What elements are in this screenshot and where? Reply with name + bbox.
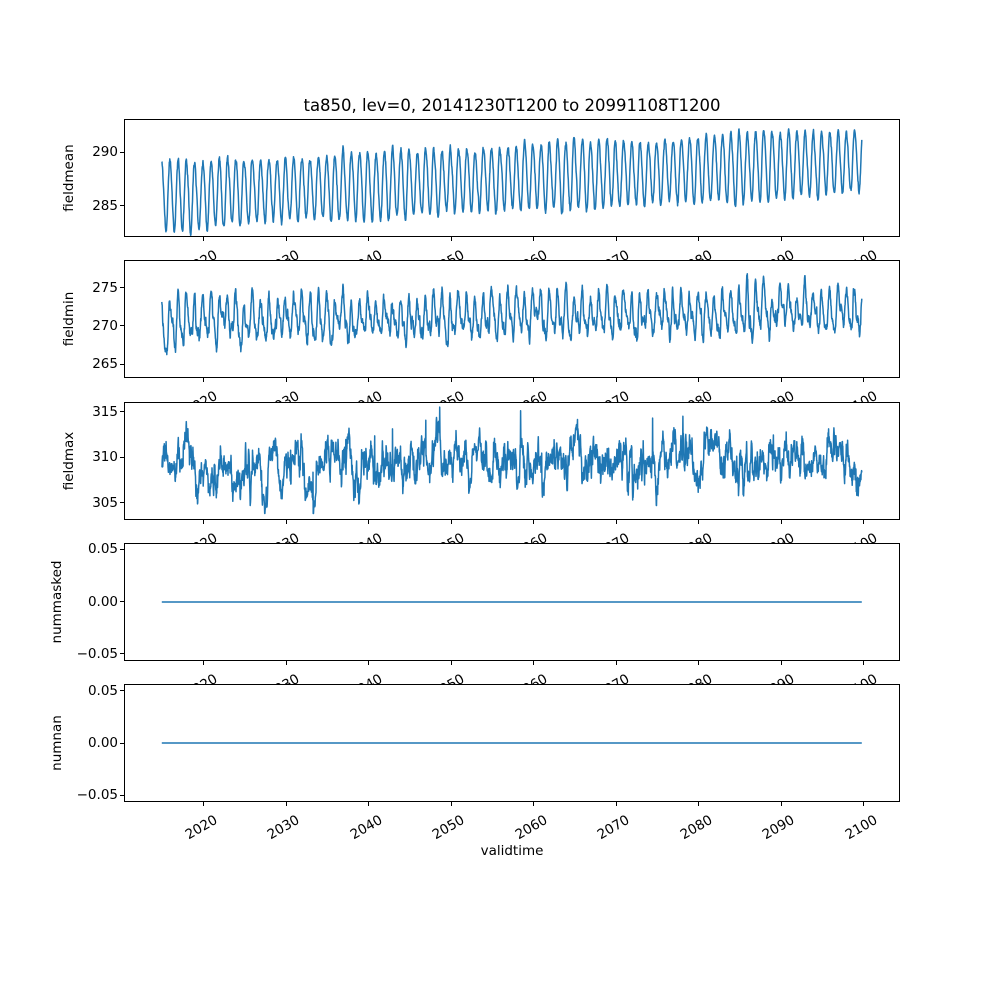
x-tick-mark [616,237,617,241]
x-tick-mark [616,378,617,382]
x-tick-mark [533,237,534,241]
y-tick-mark [120,152,124,153]
x-tick-label: 2030 [264,812,303,844]
x-tick-mark [451,661,452,665]
x-tick-mark [451,802,452,806]
x-tick-mark [451,237,452,241]
x-tick-mark [781,237,782,241]
x-tick-mark [533,378,534,382]
y-tick-label: 0.05 [87,682,118,699]
x-tick-mark [203,802,204,806]
x-tick-mark [203,237,204,241]
x-tick-label: 2080 [677,812,716,844]
x-tick-mark [451,378,452,382]
x-tick-mark [863,661,864,665]
x-tick-mark [863,237,864,241]
x-tick-mark [781,802,782,806]
x-tick-mark [368,802,369,806]
x-tick-mark [698,802,699,806]
y-tick-label: 305 [92,494,118,511]
x-tick-mark [781,378,782,382]
x-tick-label: 2020 [182,812,221,844]
subplot-numnan [124,684,900,802]
x-tick-mark [698,661,699,665]
ylabel-nummasked: nummasked [49,560,65,644]
x-tick-mark [286,520,287,524]
y-tick-mark [120,457,124,458]
x-tick-mark [863,802,864,806]
x-tick-mark [863,378,864,382]
x-tick-label: 2050 [429,812,468,844]
y-tick-mark [120,411,124,412]
x-tick-label: 2040 [347,812,386,844]
plot-area-fieldmax [125,403,899,519]
y-tick-label: −0.05 [76,787,118,804]
x-tick-mark [698,237,699,241]
x-axis-label: validtime [480,843,544,859]
x-tick-mark [203,378,204,382]
y-tick-mark [120,549,124,550]
x-tick-label: 2100 [842,812,881,844]
line-series-fieldmean [162,129,862,235]
y-tick-mark [120,653,124,654]
plot-area-fieldmean [125,120,899,236]
x-tick-mark [533,802,534,806]
x-tick-label: 2060 [512,812,551,844]
y-tick-label: 285 [92,197,118,214]
y-tick-label: −0.05 [76,645,118,662]
y-tick-mark [120,690,124,691]
y-tick-mark [120,795,124,796]
y-tick-label: 315 [92,403,118,420]
y-tick-label: 0.00 [87,735,118,751]
x-tick-mark [533,661,534,665]
y-tick-label: 310 [92,449,118,466]
plot-area-nummasked [125,544,899,660]
subplot-fieldmax [124,402,900,520]
ylabel-fieldmin: fieldmin [61,291,77,347]
plot-area-numnan [125,685,899,801]
y-tick-label: 265 [92,356,118,373]
x-tick-mark [368,237,369,241]
y-tick-label: 290 [92,144,118,161]
y-tick-label: 0.05 [87,541,118,558]
x-tick-mark [698,378,699,382]
subplot-nummasked [124,543,900,661]
x-tick-mark [616,661,617,665]
x-tick-mark [368,520,369,524]
line-series-fieldmax [162,407,862,513]
ylabel-fieldmax: fieldmax [61,431,77,490]
x-tick-mark [203,661,204,665]
y-tick-mark [120,287,124,288]
x-tick-mark [286,237,287,241]
ylabel-fieldmean: fieldmean [61,144,77,212]
y-tick-mark [120,364,124,365]
subplot-fieldmin [124,260,900,378]
x-tick-label: 2090 [759,812,798,844]
y-tick-label: 275 [92,279,118,296]
x-tick-mark [863,520,864,524]
subplot-fieldmean [124,119,900,237]
x-tick-mark [286,378,287,382]
x-tick-mark [368,378,369,382]
y-tick-label: 270 [92,317,118,334]
x-tick-mark [286,661,287,665]
plot-area-fieldmin [125,261,899,377]
y-tick-mark [120,205,124,206]
x-tick-mark [781,520,782,524]
x-tick-mark [781,661,782,665]
y-tick-label: 0.00 [87,593,118,610]
y-tick-mark [120,743,124,744]
figure-title: ta850, lev=0, 20141230T1200 to 20991108T1200 [303,96,721,115]
x-tick-mark [616,520,617,524]
x-tick-mark [203,520,204,524]
ylabel-numnan: numnan [49,715,65,771]
x-tick-mark [368,661,369,665]
x-tick-mark [286,802,287,806]
y-tick-mark [120,502,124,503]
y-tick-mark [120,601,124,602]
x-tick-mark [698,520,699,524]
x-tick-mark [616,802,617,806]
x-tick-label: 2070 [594,812,633,844]
x-tick-mark [533,520,534,524]
line-series-fieldmin [162,274,862,355]
x-tick-mark [451,520,452,524]
y-tick-mark [120,325,124,326]
